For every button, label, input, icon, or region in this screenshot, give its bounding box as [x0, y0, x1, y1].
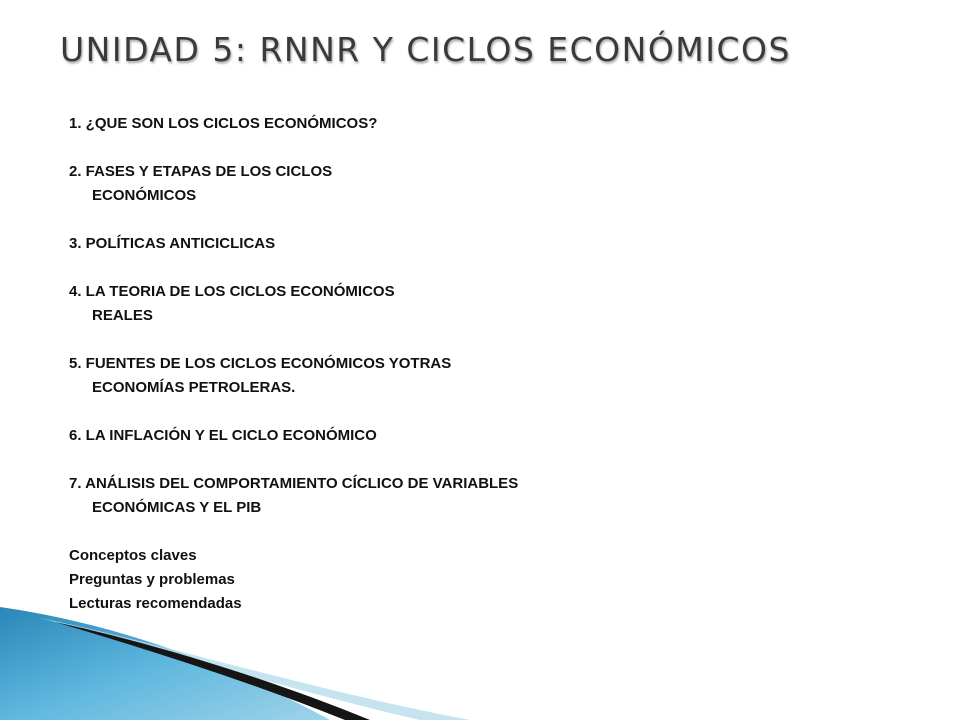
outline-item-text: 3. POLÍTICAS ANTICICLICAS [69, 235, 276, 252]
outline-item-continuation: ECONÓMICOS [92, 187, 197, 204]
outline-list [69, 112, 518, 616]
extras-list [69, 544, 518, 616]
outline-item-7 [69, 472, 518, 520]
outline-item-text: 6. LA INFLACIÓN Y EL CICLO ECONÓMICO [69, 427, 377, 444]
outline-item-text: 7. ANÁLISIS DEL COMPORTAMIENTO CÍCLICO DE VARIABLES [69, 475, 519, 492]
outline-item-text: 2. FASES Y ETAPAS DE LOS CICLOS [69, 163, 333, 180]
outline-item-text: 1. ¿QUE SON LOS CICLOS ECONÓMICOS? [69, 115, 378, 132]
outline-item-2 [69, 160, 518, 208]
outline-item-continuation: ECONÓMICAS Y EL PIB [92, 499, 262, 516]
outline-item-3 [69, 232, 518, 256]
outline-item-continuation: ECONOMÍAS PETROLERAS. [92, 379, 296, 396]
extra-lecturas-recomendadas: Lecturas recomendadas [69, 595, 242, 612]
outline-item-continuation: REALES [92, 307, 153, 324]
outline-item-text: 5. FUENTES DE LOS CICLOS ECONÓMICOS YOTRAS [69, 355, 452, 372]
extra-preguntas-problemas: Preguntas y problemas [69, 571, 235, 588]
slide-title: UNIDAD 5: RNNR Y CICLOS ECONÓMICOS [60, 30, 791, 69]
blue-swoosh-shape [0, 607, 330, 720]
extra-conceptos-claves: Conceptos claves [69, 547, 197, 564]
outline-item-6 [69, 424, 518, 448]
outline-item-text: 4. LA TEORIA DE LOS CICLOS ECONÓMICOS [69, 283, 395, 300]
outline-item-4 [69, 280, 518, 328]
outline-item-5 [69, 352, 518, 400]
outline-item-1 [69, 112, 518, 136]
